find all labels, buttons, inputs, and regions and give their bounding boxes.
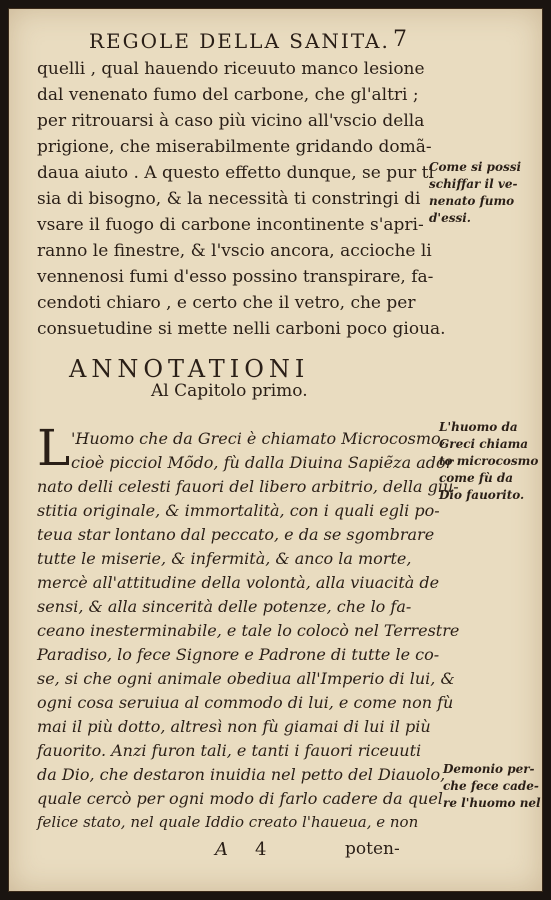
annotation-line: quale cercò per ogni modo di farlo cadere da quel	[37, 789, 443, 808]
body-line: per ritrouarsi à caso più vicino all'vscio della	[37, 111, 425, 131]
annotations-subtitle: Al Capitolo primo.	[151, 381, 308, 401]
annotation-line: nato delli celesti fauori del libero arbitrio, della giu-	[37, 477, 459, 496]
annotation-line: cioè picciol Mõdo, fù dalla Diuina Sapiẽza ador	[71, 453, 454, 472]
side-note-line: L'huomo da	[439, 420, 518, 434]
annotation-line: mercè all'attitudine della volontà, alla viuacità de	[37, 573, 440, 592]
annotation-line: stitia originale, & immortalità, con i quali egli po-	[37, 501, 440, 520]
catchword: poten-	[345, 839, 400, 859]
signature-mark: A	[215, 839, 228, 860]
side-note-line: che fece cade-	[443, 779, 539, 793]
body-line: vsare il fuogo di carbone incontinente s'apri-	[37, 215, 424, 235]
annotation-line: sensi, & alla sincerità delle potenze, che lo fa-	[37, 597, 412, 616]
side-note-line: Dio fauorito.	[439, 488, 525, 502]
side-note-microcosm	[439, 419, 538, 504]
signature-number: 4	[255, 839, 267, 860]
side-note-line: to microcosmo	[439, 454, 539, 468]
body-line: consuetudine si mette nelli carboni poco gioua.	[37, 319, 446, 339]
side-note-line: schiffar il ve-	[429, 177, 518, 191]
annotation-line: teua star lontano dal peccato, e da se sgombrare	[37, 525, 435, 544]
side-note-line: Come si possi	[429, 160, 522, 174]
side-note-line: come fù da	[439, 471, 514, 485]
annotation-line: mai il più dotto, altresì non fù giamai di lui il più	[37, 717, 431, 736]
side-note-demon	[443, 761, 541, 812]
running-title: REGOLE DELLA SANITA.	[89, 29, 390, 53]
annotation-line: se, si che ogni animale obediua all'Imperio di lui, &	[37, 669, 455, 688]
side-note-line: nenato fumo	[429, 194, 515, 208]
annotations-title: ANNOTATIONI	[69, 355, 310, 383]
side-note-line: Greci chiama	[439, 437, 529, 451]
annotation-line: 'Huomo che da Greci è chiamato Microcosmo,	[71, 429, 446, 448]
annotation-line: ceano inesterminabile, e tale lo colocò nel Terrestre	[37, 621, 460, 640]
body-line: vennenosi fumi d'esso possino transpirare, fa-	[37, 267, 434, 287]
annotation-line: ogni cosa seruiua al commodo di lui, e come non fù	[37, 693, 454, 712]
side-note-fumes	[429, 159, 521, 227]
body-line: ranno le finestre, & l'vscio ancora, accioche li	[37, 241, 432, 261]
side-note-line: Demonio per-	[443, 762, 535, 776]
side-note-line: d'essi.	[429, 211, 471, 225]
drop-cap: L	[37, 419, 71, 477]
annotation-line: fauorito. Anzi furon tali, e tanti i fauori riceuuti	[37, 741, 422, 760]
body-line: prigione, che miserabilmente gridando domã-	[37, 137, 432, 157]
annotation-line: felice stato, nel quale Iddio creato l'haueua, e non	[37, 813, 419, 831]
side-note-line: re l'huomo nel	[443, 796, 541, 810]
annotation-line: tutte le miserie, & infermità, & anco la morte,	[37, 549, 412, 568]
book-page	[8, 8, 543, 892]
annotation-line: Paradiso, lo fece Signore e Padrone di tutte le co-	[37, 645, 440, 664]
body-line: dal venenato fumo del carbone, che gl'altri ;	[37, 85, 419, 105]
page-number: 7	[393, 27, 407, 52]
body-line: cendoti chiaro , e certo che il vetro, che per	[37, 293, 416, 313]
body-line: sia di bisogno, & la necessità ti constringi di	[37, 189, 421, 209]
body-line: daua aiuto . A questo effetto dunque, se pur ti	[37, 163, 434, 183]
annotation-line: da Dio, che destaron inuidia nel petto del Diauolo,	[37, 765, 446, 784]
body-line: quelli , qual hauendo riceuuto manco lesione	[37, 59, 425, 79]
